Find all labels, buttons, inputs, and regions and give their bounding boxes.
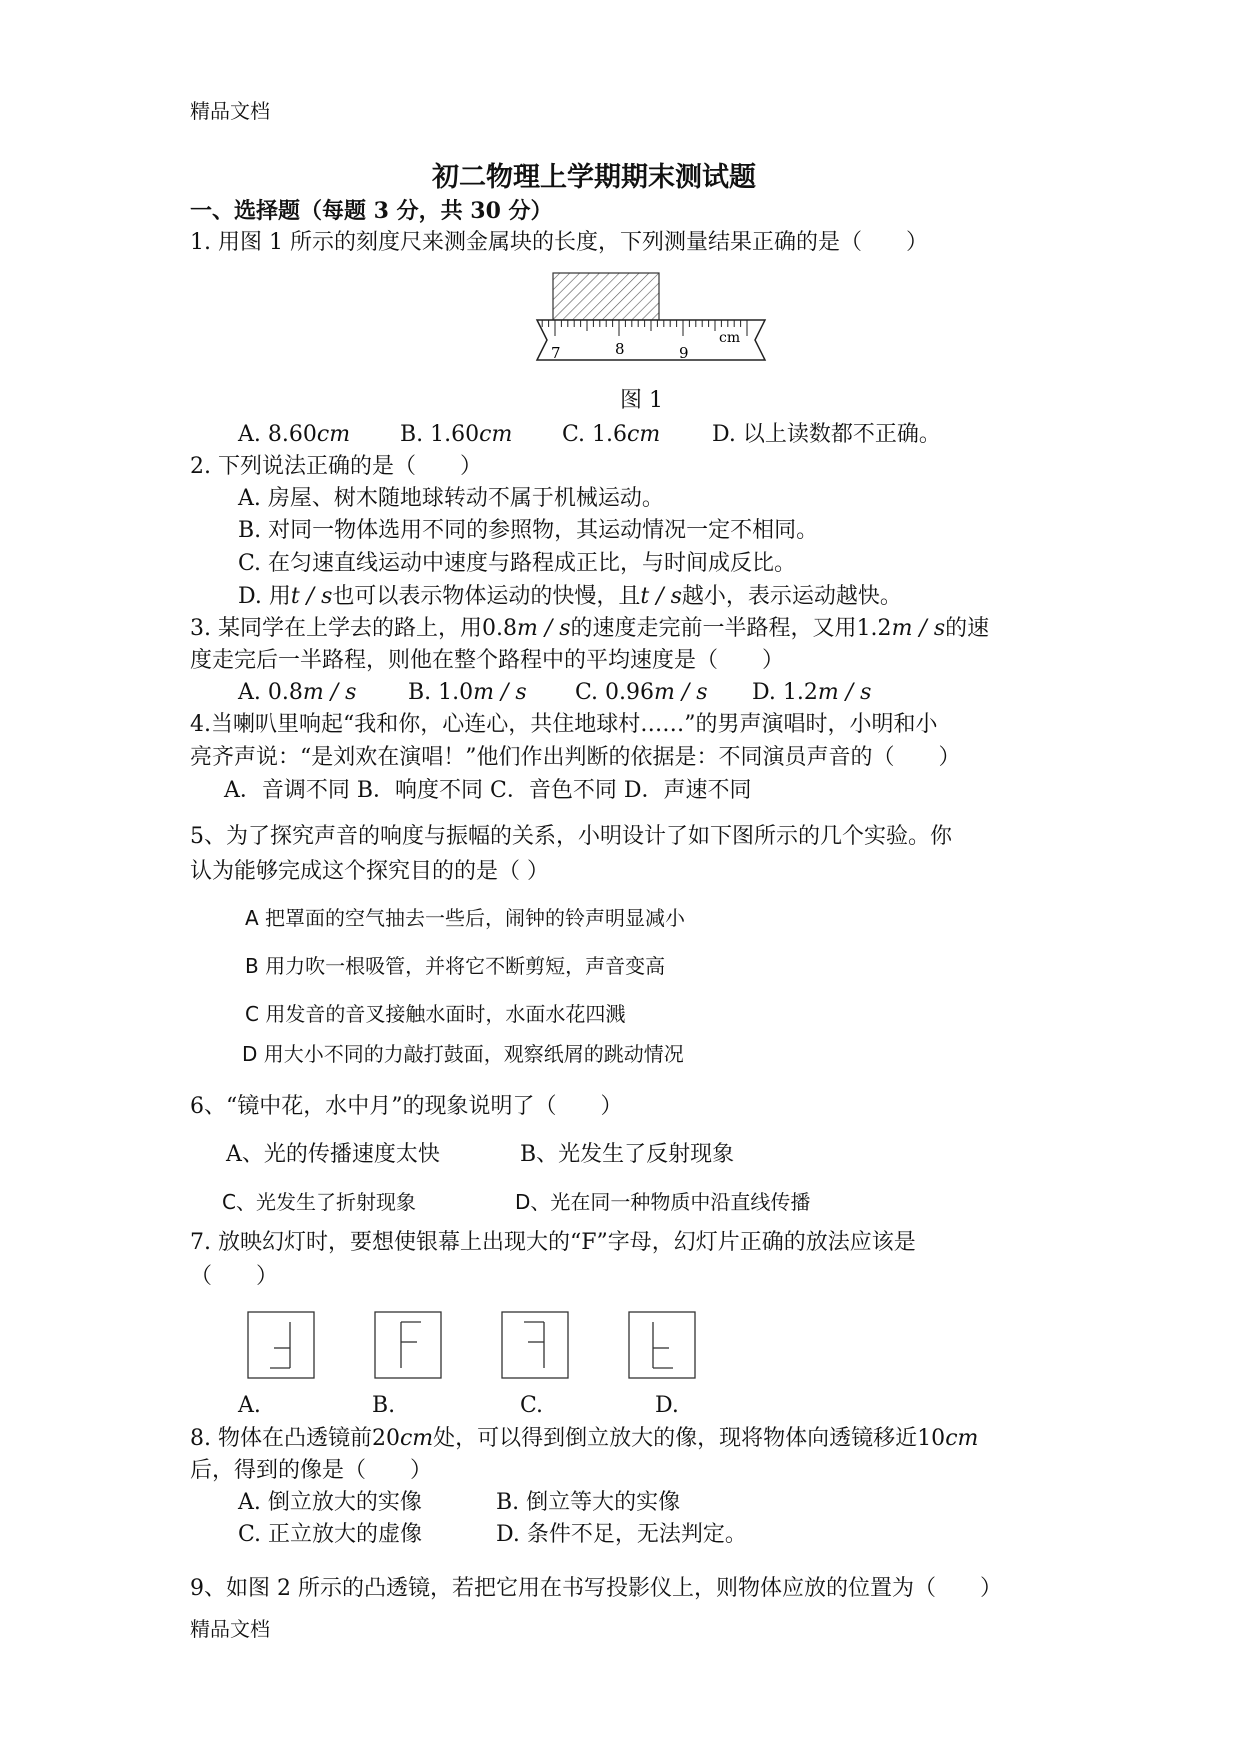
q1-option-c: C. 1.6cm bbox=[562, 422, 661, 447]
q2-option-c: C. 在匀速直线运动中速度与路程成正比，与时间成反比。 bbox=[238, 551, 797, 576]
q3-line1: 3. 某同学在上学去的路上，用0.8m / s的速度走完前一半路程，又用1.2m / s的速 bbox=[190, 616, 990, 641]
q7-label-c: C. bbox=[520, 1393, 544, 1418]
q7-label-d: D. bbox=[655, 1393, 679, 1418]
q3-option-b: B. 1.0m / s bbox=[408, 680, 527, 705]
q5-option-b: B 用力吹一根吸管，并将它不断剪短，声音变高 bbox=[245, 954, 666, 978]
q7-label-a: A. bbox=[238, 1393, 261, 1418]
figure-caption: 图 1 bbox=[620, 388, 663, 413]
q8-option-d: D. 条件不足，无法判定。 bbox=[496, 1522, 747, 1547]
metal-block bbox=[553, 273, 659, 320]
ruler-figure bbox=[515, 268, 775, 374]
ruler-tick-label: 7 bbox=[551, 344, 561, 362]
q5-line1: 5、为了探究声音的响度与振幅的关系，小明设计了如下图所示的几个实验。你 bbox=[190, 824, 952, 849]
q7-line2: （ ） bbox=[190, 1264, 279, 1289]
ruler-unit: cm bbox=[719, 330, 741, 346]
q8-line2: 后，得到的像是（ ） bbox=[190, 1458, 433, 1483]
q9-stem: 9、如图 2 所示的凸透镜，若把它用在书写投影仪上，则物体应放的位置为（ ） bbox=[190, 1576, 1002, 1601]
q7-label-b: B. bbox=[372, 1393, 396, 1418]
q6-option-c: C、光发生了折射现象 bbox=[222, 1190, 416, 1214]
q8-option-c: C. 正立放大的虚像 bbox=[238, 1522, 423, 1547]
section-heading: 一、选择题（每题 3 分，共 30 分） bbox=[190, 198, 553, 224]
ruler-tick-label: 9 bbox=[679, 344, 689, 362]
q6-option-d: D、光在同一种物质中沿直线传播 bbox=[515, 1190, 811, 1214]
q2-stem: 2. 下列说法正确的是（ ） bbox=[190, 454, 482, 479]
q6-option-b: B、光发生了反射现象 bbox=[520, 1142, 735, 1167]
slide-figures bbox=[240, 1308, 710, 1384]
q1-option-a: A. 8.60cm bbox=[238, 422, 351, 447]
q8-option-b: B. 倒立等大的实像 bbox=[496, 1490, 681, 1515]
q3-line2: 度走完后一半路程，则他在整个路程中的平均速度是（ ） bbox=[190, 648, 785, 673]
slide-d bbox=[629, 1312, 695, 1378]
q5-option-c: C 用发音的音叉接触水面时，水面水花四溅 bbox=[245, 1002, 626, 1026]
page-header: 精品文档 bbox=[190, 99, 270, 123]
q6-option-a: A、光的传播速度太快 bbox=[226, 1142, 440, 1167]
q2-option-d: D. 用t / s也可以表示物体运动的快慢，且t / s越小，表示运动越快。 bbox=[238, 584, 902, 609]
q8-option-a: A. 倒立放大的实像 bbox=[238, 1490, 422, 1515]
q3-option-c: C. 0.96m / s bbox=[575, 680, 708, 705]
q5-option-d: D 用大小不同的力敲打鼓面，观察纸屑的跳动情况 bbox=[242, 1042, 684, 1066]
q2-option-a: A. 房屋、树木随地球转动不属于机械运动。 bbox=[238, 486, 664, 511]
q6-stem: 6、“镜中花，水中月”的现象说明了（ ） bbox=[190, 1094, 623, 1119]
q3-option-a: A. 0.8m / s bbox=[238, 680, 357, 705]
page-title: 初二物理上学期期末测试题 bbox=[432, 162, 756, 193]
q8-line1: 8. 物体在凸透镜前20cm处，可以得到倒立放大的像，现将物体向透镜移近10cm bbox=[190, 1426, 979, 1451]
q7-line1: 7. 放映幻灯时，要想使银幕上出现大的“F”字母，幻灯片正确的放法应该是 bbox=[190, 1230, 916, 1255]
q1-stem: 1. 用图 1 所示的刻度尺来测金属块的长度，下列测量结果正确的是（ ） bbox=[190, 230, 928, 255]
slide-c bbox=[502, 1312, 568, 1378]
q3-option-d: D. 1.2m / s bbox=[752, 680, 872, 705]
page-footer: 精品文档 bbox=[190, 1617, 270, 1641]
q1-option-b: B. 1.60cm bbox=[400, 422, 513, 447]
q1-option-d: D. 以上读数都不正确。 bbox=[712, 422, 941, 447]
q2-option-b: B. 对同一物体选用不同的参照物，其运动情况一定不相同。 bbox=[238, 518, 819, 543]
q5-option-a: A 把罩面的空气抽去一些后，闹钟的铃声明显减小 bbox=[245, 906, 686, 930]
slide-a bbox=[248, 1312, 314, 1378]
q5-line2: 认为能够完成这个探究目的的是（ ） bbox=[190, 859, 549, 884]
q4-options: A．音调不同 B．响度不同 C．音色不同 D．声速不同 bbox=[224, 778, 752, 803]
q4-line1: 4.当喇叭里响起“我和你，心连心，共住地球村……”的男声演唱时，小明和小 bbox=[190, 712, 938, 737]
q4-line2: 亮齐声说：“是刘欢在演唱！”他们作出判断的依据是：不同演员声音的（ ） bbox=[190, 745, 961, 770]
ruler-tick-label: 8 bbox=[615, 340, 625, 358]
slide-b bbox=[375, 1312, 441, 1378]
